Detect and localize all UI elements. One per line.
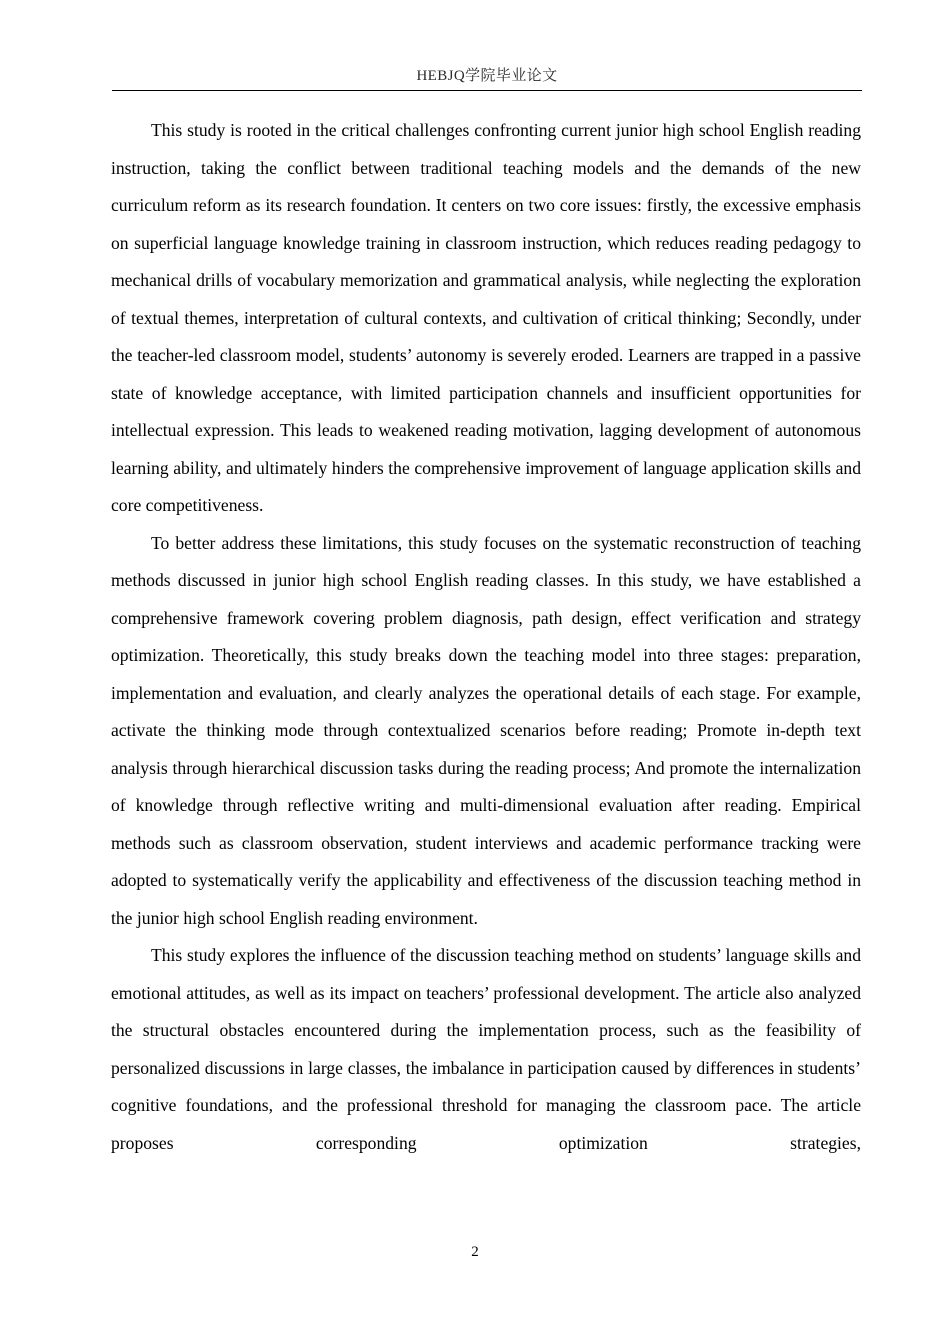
header-divider-rule	[112, 90, 862, 91]
body-paragraph-2: To better address these limitations, this study focuses on the systematic reconstruction of teaching methods discussed in junior high school English reading classes. In this study, we have established a comprehensive framework covering problem diagnosis, path design, effect verification and strategy optimization. Theoretically, this study breaks down the teaching model into three stages: preparation, implementation and evaluation, and clearly analyzes the operational details of each stage. For example, activate the thinking mode through contextualized scenarios before reading; Promote in-depth text analysis through hierarchical discussion tasks during the reading process; And promote the internalization of knowledge through reflective writing and multi-dimensional evaluation after reading. Empirical methods such as classroom observation, student interviews and academic performance tracking were adopted to systematically verify the applicability and effectiveness of the discussion teaching method in the junior high school English reading environment.	[111, 532, 861, 928]
running-header	[112, 66, 862, 86]
page-number: 2	[471, 1244, 479, 1260]
body-paragraph-1: This study is rooted in the critical challenges confronting current junior high school English reading instruction, taking the conflict between traditional teaching models and the demands of the new curriculum reform as its research foundation. It centers on two core issues: firstly, the excessive emphasis on superficial language knowledge training in classroom instruction, which reduces reading pedagogy to mechanical drills of vocabulary memorization and grammatical analysis, while neglecting the exploration of textual themes, interpretation of cultural contexts, and cultivation of critical thinking; Secondly, under the teacher-led classroom model, students’ autonomy is severely eroded. Learners are trapped in a passive state of knowledge acceptance, with limited participation channels and insufficient opportunities for intellectual expression. This leads to weakened reading motivation, lagging development of autonomous learning ability, and ultimately hinders the comprehensive improvement of language application skills and core competitiveness.	[111, 120, 861, 515]
body-paragraph-3: This study explores the influence of the discussion teaching method on students’ language skills and emotional attitudes, as well as its impact on teachers’ professional development. The article also analyzed the structural obstacles encountered during the implementation process, such as the feasibility of personalized discussions in large classes, the imbalance in participation caused by differences in students’ cognitive foundations, and the professional threshold for managing the classroom pace. The article proposes corresponding optimization strategies,	[111, 945, 861, 1153]
running-header-title: HEBJQ学院毕业论文	[416, 68, 558, 84]
document-body	[111, 112, 861, 1162]
